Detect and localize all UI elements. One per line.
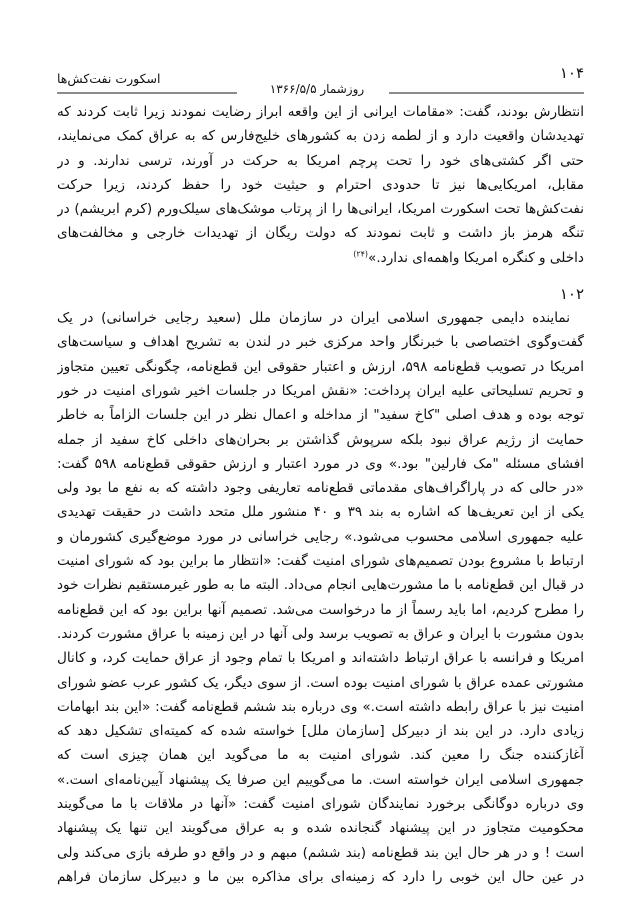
text-line: بدون مشورت با ایران و عراق به تصویب برسد ولی آنها در این زمینه با عراق مشورت کردند. [57, 625, 584, 642]
text-line: مشورتی عمده عراق با شورای امنیت بوده است. از سوی دیگر، یک کشور عرب عضو شورای [57, 674, 584, 691]
running-head [57, 62, 584, 94]
page-number: ۱۰۴ [559, 64, 584, 82]
text-line: انتظارش بودند، گفت: «مقامات ایرانی از این واقعه ابراز رضایت نمودند زیرا ثابت کردند که [57, 104, 584, 120]
text-line: «در حالی که در پاراگراف‌های مقدماتی قطع‌نامه تعاریفی وجود داشته که به نفع ما بود ولی [57, 480, 584, 497]
text-line: است ! و در هر حال این بند قطع‌نامه (بند ششم) مبهم و در واقع دو طرفه بازی می‌کند ولی [57, 844, 584, 861]
text-line: امنیت نیز با عراق رابطه داشته است.» وی درباره بند ششم قطع‌نامه گفت: «این بند ابهامات [57, 698, 584, 715]
text-line: و تحریم تسلیحاتی علیه ایران پرداخت: «نقش امریکا در جلسات اخیر شورای امنیت در خور [57, 382, 584, 399]
text-line: علیه جمهوری اسلامی محسوب می‌شود.» رجایی خراسانی در مورد موضع‌گیری کشورمان و [57, 528, 584, 545]
text-line: تهدیدشان واقعیت دارد و از لطمه زدن به کشورهای خلیج‌فارس که به عراق کمک می‌نمایند، [57, 128, 584, 145]
book-title: اسکورت نفت‌کش‌ها [57, 71, 161, 86]
text-line: امریکا در تصویب قطع‌نامه ۵۹۸، ارزش و اعتبار حقوقی این قطع‌نامه، چگونگی تعیین متجاوز [57, 358, 584, 375]
text-line: یکی از این تعریف‌ها که اشاره به بند ۳۹ و ۴۰ منشور ملل متحد داشت در حقیقت تهدیدی [57, 504, 584, 521]
text-line: حتی اگر کشتی‌های خود را تحت پرچم امریکا به حرکت در آورند، ترسی ندارند. و در [57, 152, 584, 169]
text-line: وی درباره دوگانگی برخورد نمایندگان شورای امنیت گفت: «آنها در ملاقات با ما می‌گویند [57, 796, 584, 813]
text-line: در عین حال این خوبی را دارد که زمینه‌ای برای مذاکره بین ما و دبیرکل سازمان فراهم [57, 868, 584, 885]
text-line: نماینده دایمی جمهوری اسلامی ایران در سازمان ملل (سعید رجایی خراسانی) در یک [57, 310, 570, 327]
entry-number: ۱۰۲ [559, 285, 584, 304]
text-line: آغازکننده جنگ را معین کند. شورای امنیت به ما می‌گوید این همان چیزی است که [57, 747, 584, 764]
diary-date: روزشمار ۱۳۶۶/۵/۵ [269, 82, 365, 96]
text-line-content: داخلی و کنگره امریکا واهمه‌ای ندارد.» [368, 249, 584, 266]
book-page [57, 62, 584, 889]
entry-paragraph [57, 306, 584, 889]
continued-paragraph [57, 100, 584, 270]
text-line: تنگه هرمز باز داشت و ثابت نمودند که دولت ریگان از تهدیدات خارجی و مخالفت‌های [57, 225, 584, 242]
text-line: محکومیت متجاوز در این پیشنهاد گنجانده شده و به عراق می‌گویند این تنها یک پیشنهاد [57, 820, 584, 837]
text-line: توجه بوده و هدف اصلی "کاخ سفید" از مداخله و اعمال نظر در این جلسات الزاماً به خاطر [57, 407, 584, 424]
text-line-last [57, 246, 584, 270]
body-text [57, 100, 584, 889]
text-line: حمایت از رژیم عراق نبود بلکه سرپوش گذاشتن بر بحران‌های داخلی کاخ سفید از جمله [57, 431, 584, 448]
footnote-reference[interactable]: (۲۴) [353, 249, 369, 259]
text-line: زیادی دارد. در این بند از دبیرکل [سازمان ملل] خواسته شده که کمیته‌ای تشکیل دهد که [57, 723, 584, 740]
text-line: در قبال این قطع‌نامه با ما مشورت‌هایی انجام می‌داد. البته ما به طور غیرمستقیم نظرات خود [57, 577, 584, 594]
text-line: مقابل، امریکایی‌ها نیز تا حدودی احترام و حیثیت خود را حفظ کردند، زیرا حرکت [57, 176, 584, 193]
header-rule-left [57, 92, 237, 94]
text-line: ارتباط با مشروع بودن تصمیم‌های شورای امنیت گفت: «انتظار ما براین بود که شورای امنیت [57, 553, 584, 570]
text-line: جمهوری اسلامی ایران خواسته است. ما می‌گوییم این صرفا یک پیشنهاد آیین‌نامه‌ای است.» [57, 771, 584, 788]
text-line: را مطرح کردیم، اما باید رسماً از ما درخواست می‌شد. تصمیم آنها براین بود که این قطع‌نامه [57, 601, 584, 618]
text-line: نفت‌کش‌ها تحت اسکورت امریکا، ایرانی‌ها را از پرتاب موشک‌های سیلک‌ورم (کرم ابریشم) در [57, 201, 584, 218]
header-rule-right [389, 92, 584, 94]
text-line: افشای مسئله "مک فارلین" بود.» وی در مورد اعتبار و ارزش حقوقی قطع‌نامه ۵۹۸ گفت: [57, 455, 584, 472]
text-line: امریکا و فرانسه با عراق ارتباط داشته‌اند و امریکا با تمام وجود از عراق حمایت کرد، و کانال [57, 650, 584, 667]
text-line: گفت‌وگوی اختصاصی با خبرنگار واحد مرکزی خبر در لندن به تشریح اهداف و سیاست‌های [57, 334, 584, 351]
